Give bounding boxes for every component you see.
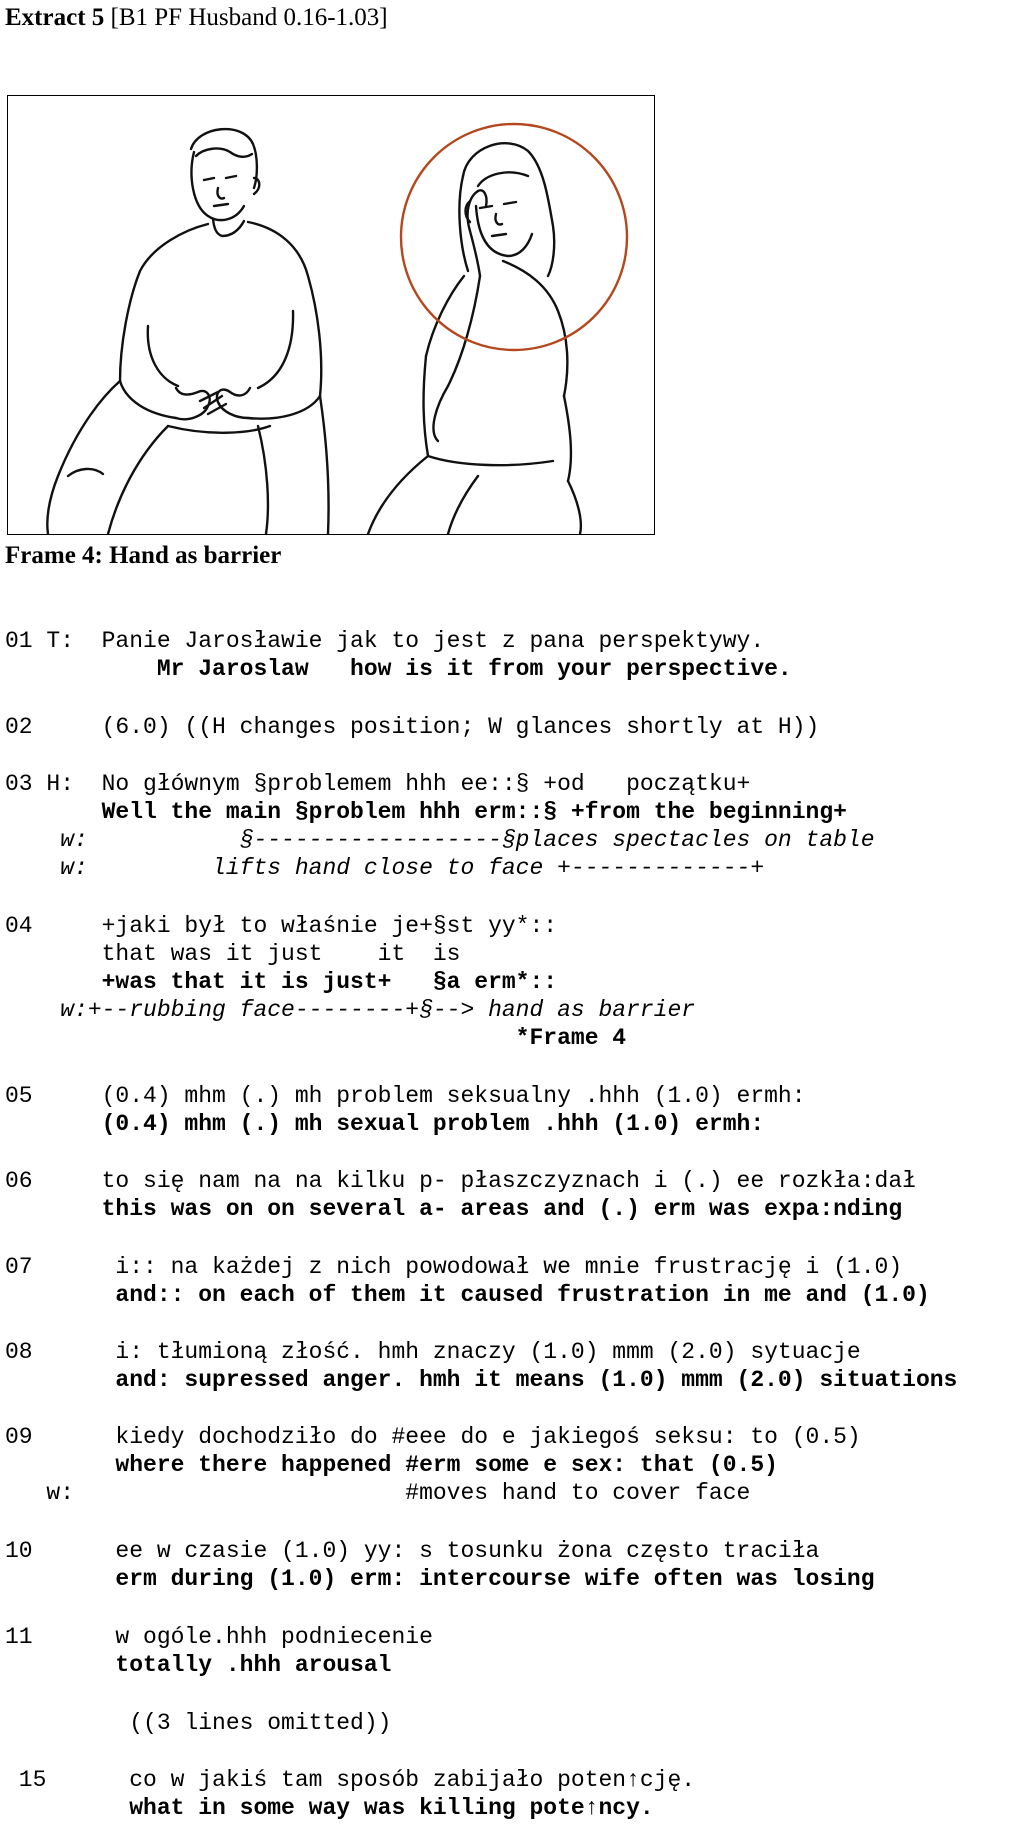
- line-09-wife-note: w: #moves hand to cover face: [5, 1480, 751, 1506]
- line-02: 02 (6.0) ((H changes position; W glances shortly at H)): [5, 714, 820, 740]
- line-04-original: 04 +jaki był to właśnie je+§st yy*::: [5, 913, 558, 939]
- line-05-translation: (0.4) mhm (.) mh sexual problem .hhh (1.0) ermh:: [5, 1111, 765, 1137]
- line-05-original: 05 (0.4) mhm (.) mh problem seksualny .hhh (1.0) ermh:: [5, 1083, 806, 1109]
- line-01-original: 01 T: Panie Jarosławie jak to jest z pana perspektywy.: [5, 628, 765, 654]
- line-04-frame-marker: *Frame 4: [5, 1025, 627, 1051]
- frame-illustration: [7, 95, 655, 535]
- line-03-wife-note-2: w: lifts hand close to face +-------------+: [5, 855, 765, 881]
- line-11-original: 11 w ogóle.hhh podniecenie: [5, 1624, 433, 1650]
- line-09-translation: where there happened #erm some e sex: that (0.5): [5, 1452, 778, 1478]
- line-04-wife-note: w:+--rubbing face--------+§--> hand as barrier: [5, 997, 696, 1023]
- line-04-translation: +was that it is just+ §a erm*::: [5, 969, 558, 995]
- line-15-original: 15 co w jakiś tam sposób zabijało poten↑cję.: [5, 1767, 696, 1793]
- line-08-original: 08 i: tłumioną złość. hmh znaczy (1.0) mmm (2.0) sytuacje: [5, 1339, 861, 1365]
- line-06-original: 06 to się nam na na kilku p- płaszczyznach i (.) ee rozkła:dał: [5, 1168, 916, 1194]
- line-07-translation: and:: on each of them it caused frustration in me and (1.0): [5, 1282, 930, 1308]
- line-03-original: 03 H: No głównym §problemem hhh ee::§ +od początku+: [5, 771, 751, 797]
- figure-caption: Frame 4: Hand as barrier: [5, 542, 282, 569]
- line-10-translation: erm during (1.0) erm: intercourse wife often was losing: [5, 1566, 875, 1592]
- line-10-original: 10 ee w czasie (1.0) yy: s tosunku żona często traciła: [5, 1538, 820, 1564]
- line-15-translation: what in some way was killing pote↑ncy.: [5, 1795, 654, 1821]
- extract-label: Extract 5: [5, 4, 105, 31]
- lines-omitted-note: ((3 lines omitted)): [5, 1710, 392, 1736]
- line-06-translation: this was on on several a- areas and (.) erm was expa:nding: [5, 1196, 903, 1222]
- line-03-translation: Well the main §problem hhh erm::§ +from the beginning+: [5, 799, 847, 825]
- highlight-circle: [401, 124, 627, 350]
- line-09-original: 09 kiedy dochodziło do #eee do e jakiegoś seksu: to (0.5): [5, 1424, 861, 1450]
- woman-figure: [368, 143, 581, 534]
- extract-title: [5, 2, 388, 34]
- line-04-gloss: that was it just it is: [5, 941, 461, 967]
- man-figure: [47, 129, 328, 534]
- line-11-translation: totally .hhh arousal: [5, 1652, 392, 1678]
- line-07-original: 07 i:: na każdej z nich powodował we mnie frustrację i (1.0): [5, 1254, 903, 1280]
- line-01-translation: Mr Jaroslaw how is it from your perspective.: [5, 656, 792, 682]
- line-08-translation: and: supressed anger. hmh it means (1.0) mmm (2.0) situations: [5, 1367, 958, 1393]
- line-03-wife-note-1: w: §------------------§places spectacles on table: [5, 827, 875, 853]
- sketch-couple-illustration: [8, 96, 654, 534]
- extract-reference: [B1 PF Husband 0.16-1.03]: [104, 4, 388, 31]
